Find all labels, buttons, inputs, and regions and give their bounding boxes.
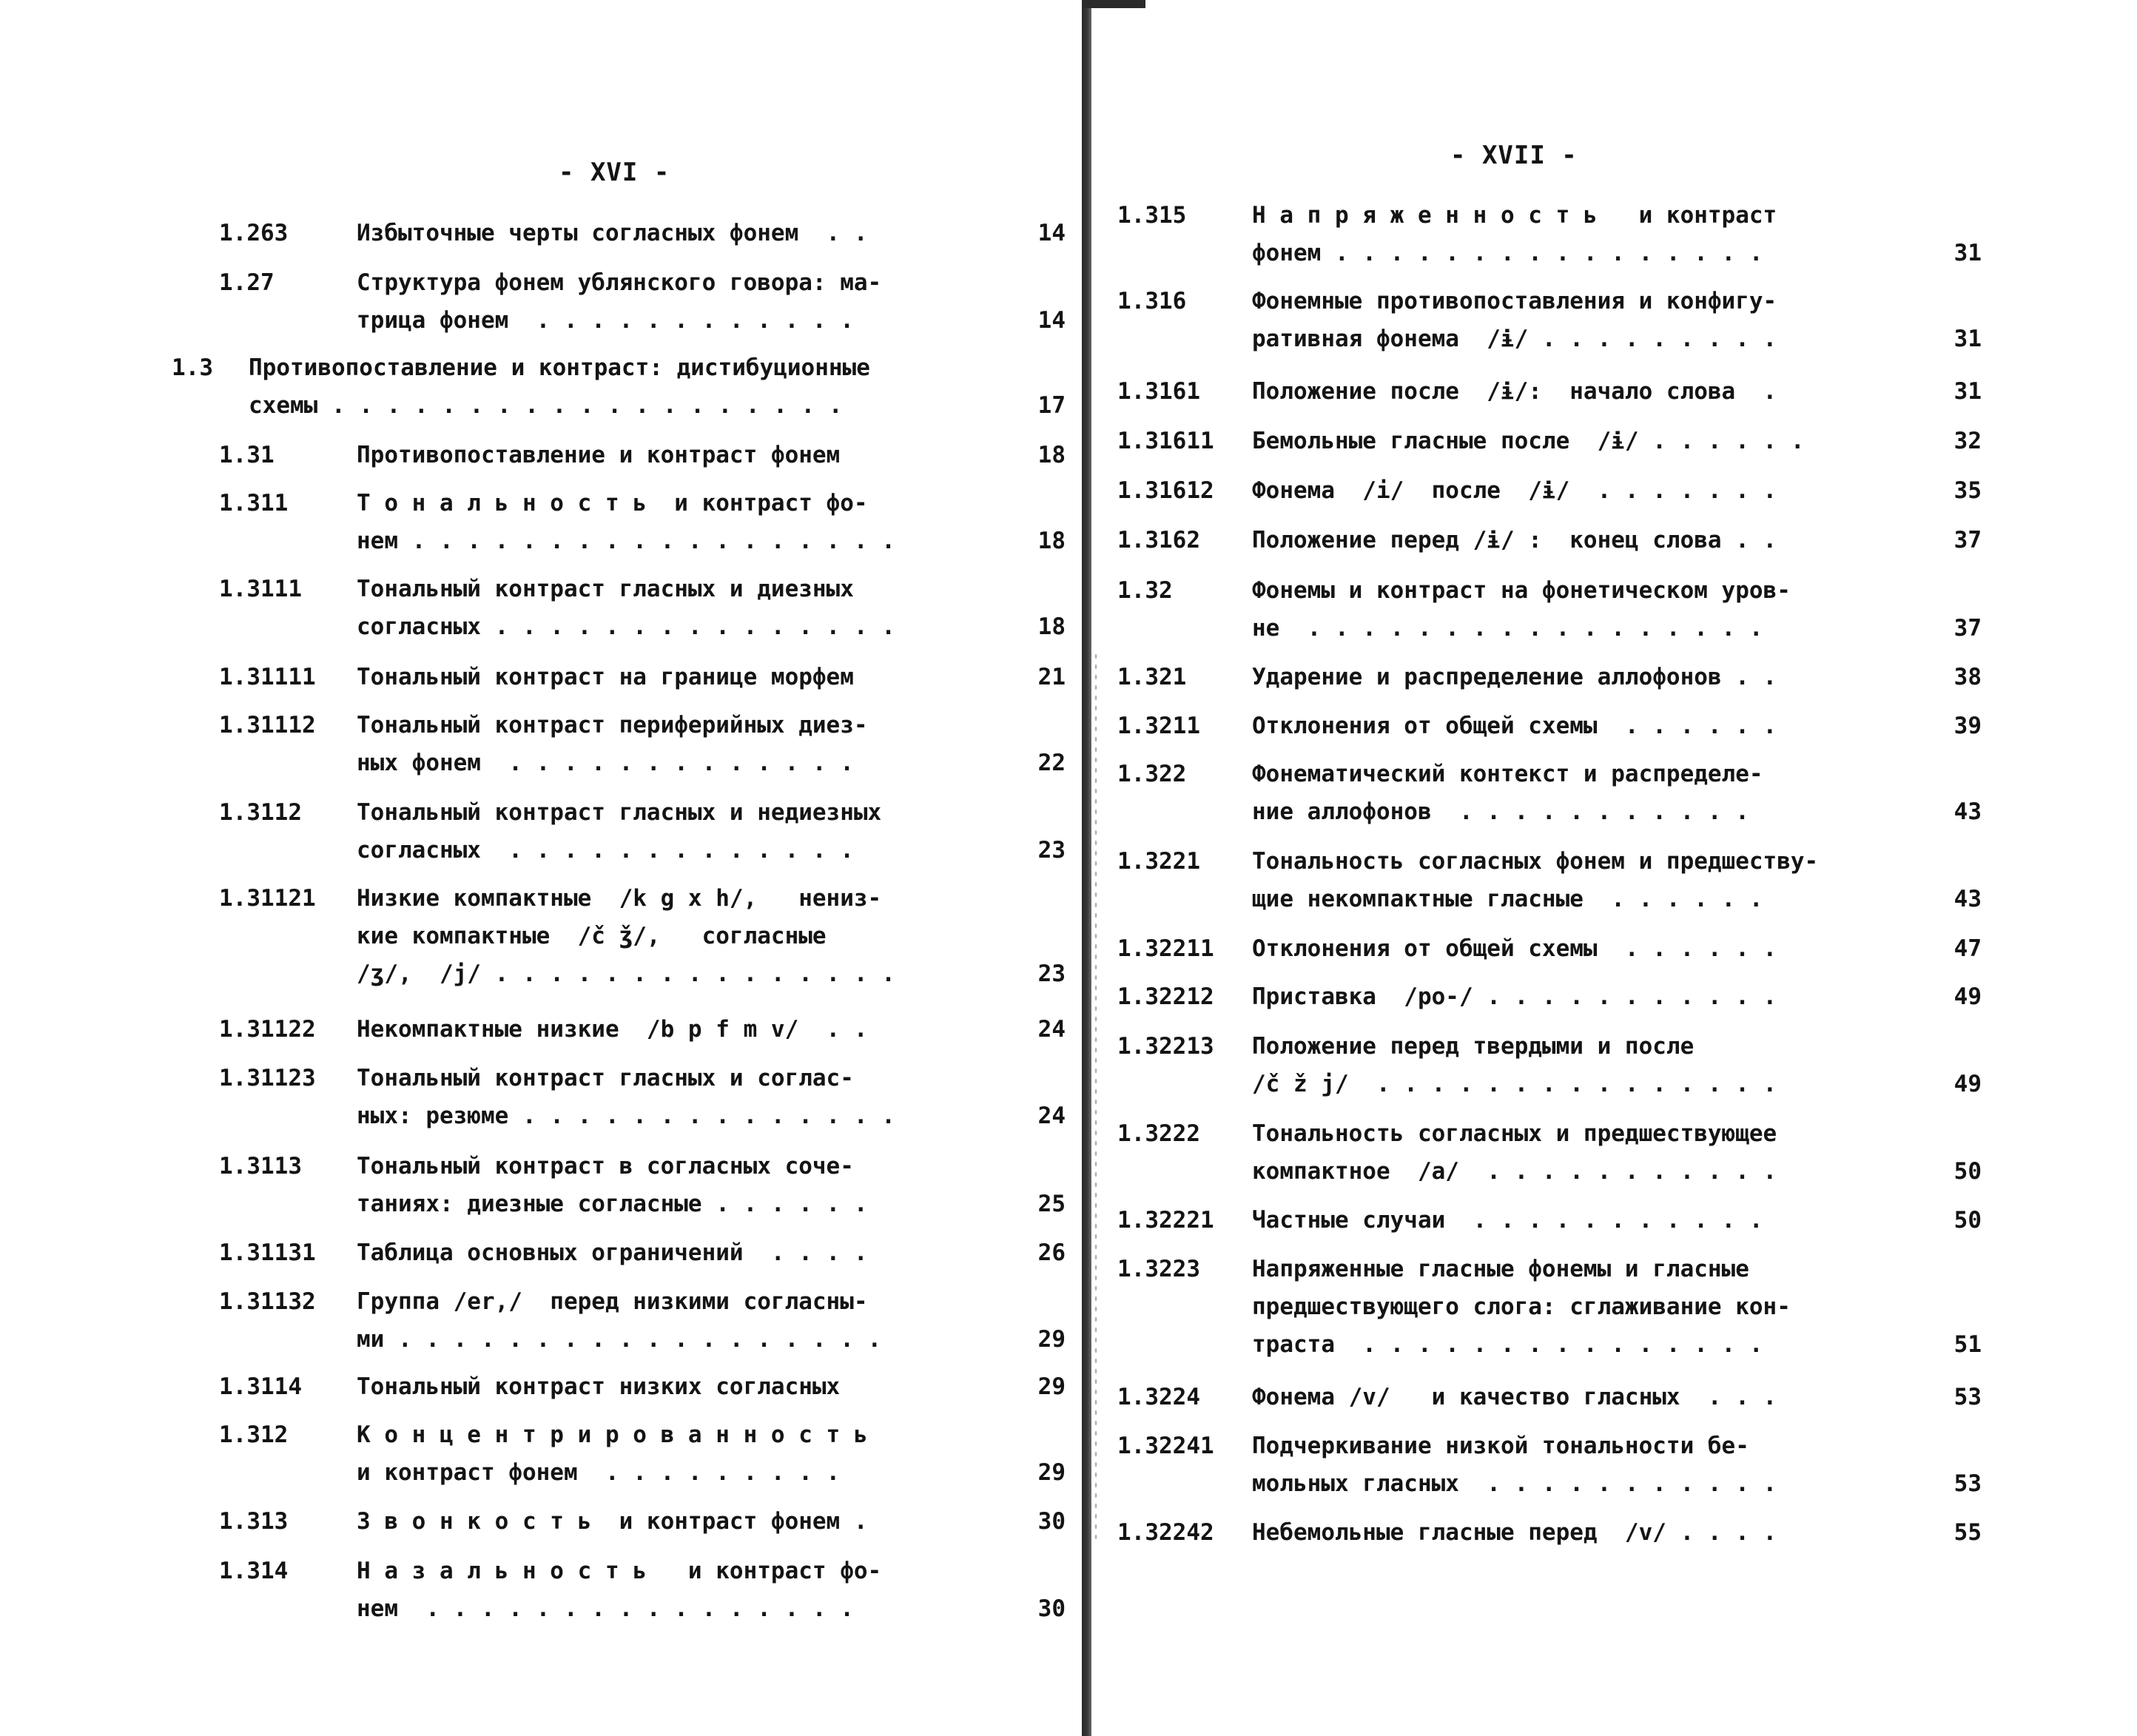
right-page-header: - XVII - (1450, 141, 1578, 170)
section-number: 1.3224 (1117, 1384, 1200, 1410)
page-number: 50 (1953, 1158, 1982, 1185)
section-title-line: схемы . . . . . . . . . . . . . . . . . . . (249, 392, 843, 419)
section-title-line: Фонемы и контраст на фонетическом уров- (1252, 577, 1791, 604)
section-title (249, 349, 870, 425)
section-title (1252, 930, 1777, 968)
section-title-line: трица фонем . . . . . . . . . . . . (357, 307, 854, 334)
section-title (1252, 756, 1763, 831)
section-title-line: Отклонения от общей схемы . . . . . . (1252, 935, 1777, 962)
section-title-line: Тональный контраст гласных и диезных (357, 576, 854, 602)
page-number: 38 (1953, 664, 1982, 690)
section-title-line: ми . . . . . . . . . . . . . . . . . . (357, 1326, 882, 1353)
section-title (357, 707, 868, 782)
section-number: 1.32241 (1117, 1433, 1214, 1459)
section-title-line: компактное /a/ . . . . . . . . . . . (1252, 1158, 1777, 1185)
section-title-line: щие некомпактные гласные . . . . . . (1252, 886, 1763, 912)
section-title-line: таниях: диезные согласные . . . . . . (357, 1191, 868, 1217)
section-number: 1.31111 (219, 664, 316, 690)
section-title (1252, 572, 1791, 647)
section-title-line: Некомпактные низкие /b p f m v/ . . (357, 1016, 868, 1043)
section-title (357, 571, 895, 646)
section-title-line: траста . . . . . . . . . . . . . . . (1252, 1331, 1763, 1358)
page-number: 18 (1037, 613, 1066, 640)
section-title-line: Небемольные гласные перед /v/ . . . . (1252, 1519, 1777, 1546)
section-title-line: Тональность согласных и предшествующее (1252, 1120, 1777, 1147)
section-title (1252, 423, 1805, 460)
section-title-line: и контраст фонем . . . . . . . . . (357, 1459, 841, 1486)
section-title (1252, 1379, 1777, 1416)
section-title-line: Противопоставление и контраст: дистибуционные (249, 354, 870, 381)
page-number: 30 (1037, 1508, 1066, 1535)
section-title-line: Тональность согласных фонем и предшеству- (1252, 848, 1819, 875)
section-title-line: Бемольные гласные после /ɨ/ . . . . . . (1252, 428, 1805, 454)
section-title-line: Т о н а л ь н о с т ь и контраст фо- (357, 490, 868, 517)
section-number: 1.31131 (219, 1239, 316, 1266)
section-title-line: Подчеркивание низкой тональности бе- (1252, 1433, 1749, 1459)
page-number: 32 (1953, 428, 1982, 454)
section-title (357, 485, 895, 560)
section-title (1252, 472, 1777, 510)
section-number: 1.3221 (1117, 848, 1200, 875)
page-number: 35 (1953, 477, 1982, 504)
section-number: 1.31611 (1117, 428, 1214, 454)
page-number: 14 (1037, 220, 1066, 246)
page-number: 17 (1037, 392, 1066, 419)
section-number: 1.32242 (1117, 1519, 1214, 1546)
section-title-line: Приставка /po-/ . . . . . . . . . . . (1252, 983, 1777, 1010)
section-number: 1.322 (1117, 761, 1187, 787)
section-title-line: Тональный контраст на границе морфем (357, 664, 854, 690)
page-number: 53 (1953, 1470, 1982, 1497)
section-title (1252, 283, 1777, 358)
section-title-line: не . . . . . . . . . . . . . . . . . (1252, 615, 1763, 642)
section-title (1252, 978, 1777, 1016)
section-title-line: кие компактные /č ǯ/, согласные (357, 923, 827, 949)
section-number: 1.263 (219, 220, 289, 246)
section-title-line: З в о н к о с т ь и контраст фонем . (357, 1508, 868, 1535)
left-page-header: - XVI - (559, 158, 670, 187)
section-title (357, 215, 868, 252)
section-title-line: /č ž j/ . . . . . . . . . . . . . . . (1252, 1071, 1777, 1097)
section-title (357, 1416, 868, 1492)
section-number: 1.3 (172, 354, 213, 381)
page-number: 31 (1953, 326, 1982, 352)
scan-noise (1094, 651, 1098, 1539)
section-title-line: /ʒ/, /j/ . . . . . . . . . . . . . . . (357, 960, 895, 987)
section-title (1252, 1115, 1777, 1191)
section-title (357, 264, 881, 340)
page-number: 24 (1037, 1016, 1066, 1043)
section-title-line: Тональный контраст периферийных диез- (357, 712, 868, 739)
gutter-mark (1082, 0, 1145, 8)
section-title (357, 794, 881, 869)
section-number: 1.315 (1117, 202, 1187, 229)
section-number: 1.321 (1117, 664, 1187, 690)
page-number: 31 (1953, 240, 1982, 266)
page-number: 39 (1953, 713, 1982, 739)
section-title-line: ных: резюме . . . . . . . . . . . . . . (357, 1103, 895, 1129)
section-title-line: Н а п р я ж е н н о с т ь и контраст (1252, 202, 1777, 229)
section-title-line: Частные случаи . . . . . . . . . . . (1252, 1207, 1763, 1234)
section-title (357, 1060, 895, 1135)
section-number: 1.3222 (1117, 1120, 1200, 1147)
section-title-line: Тональный контраст гласных и недиезных (357, 799, 882, 826)
page-number: 29 (1037, 1459, 1066, 1486)
section-title-line: К о н ц е н т р и р о в а н н о с т ь (357, 1422, 868, 1448)
section-number: 1.3111 (219, 576, 302, 602)
book-gutter (1082, 0, 1091, 1736)
section-number: 1.31132 (219, 1288, 316, 1315)
section-number: 1.313 (219, 1508, 289, 1535)
section-title (1252, 659, 1777, 696)
section-title-line: нем . . . . . . . . . . . . . . . . (357, 1595, 854, 1622)
section-number: 1.31121 (219, 885, 316, 912)
section-title (1252, 1251, 1791, 1364)
section-title-line: Тональный контраст гласных и соглас- (357, 1065, 854, 1091)
section-title (357, 1011, 868, 1049)
section-number: 1.31612 (1117, 477, 1214, 504)
section-title-line: Положение после /ɨ/: начало слова . (1252, 378, 1777, 405)
section-title (357, 659, 854, 696)
page-number: 49 (1953, 1071, 1982, 1097)
section-title-line: Избыточные черты согласных фонем . . (357, 220, 868, 246)
page-number: 18 (1037, 528, 1066, 554)
section-title-line: Группа /er,/ перед низкими согласны- (357, 1288, 868, 1315)
section-title (1252, 707, 1777, 745)
section-title-line: Н а з а л ь н о с т ь и контраст фо- (357, 1558, 882, 1584)
section-number: 1.314 (219, 1558, 289, 1584)
section-title-line: Низкие компактные /k g x h/, нениз- (357, 885, 882, 912)
page-number: 47 (1953, 935, 1982, 962)
page-number: 26 (1037, 1239, 1066, 1266)
section-number: 1.27 (219, 269, 275, 296)
section-number: 1.311 (219, 490, 289, 517)
page-number: 29 (1037, 1373, 1066, 1400)
section-title-line: Напряженные гласные фонемы и гласные (1252, 1256, 1749, 1282)
section-title (1252, 1202, 1763, 1239)
section-title (1252, 373, 1777, 411)
page-number: 23 (1037, 837, 1066, 864)
section-title-line: Фонематический контекст и распределе- (1252, 761, 1763, 787)
section-title-line: согласных . . . . . . . . . . . . . . . (357, 613, 895, 640)
section-number: 1.31122 (219, 1016, 316, 1043)
page-number: 23 (1037, 960, 1066, 987)
section-number: 1.32213 (1117, 1033, 1214, 1060)
section-title-line: согласных . . . . . . . . . . . . . (357, 837, 854, 864)
section-title (1252, 843, 1818, 918)
section-number: 1.3211 (1117, 713, 1200, 739)
page-number: 51 (1953, 1331, 1982, 1358)
section-title (357, 1368, 840, 1406)
section-number: 1.3161 (1117, 378, 1200, 405)
section-title-line: нем . . . . . . . . . . . . . . . . . . (357, 528, 895, 554)
section-title (1252, 522, 1777, 559)
section-title-line: Фонема /i/ после /ɨ/ . . . . . . . (1252, 477, 1777, 504)
page-number: 22 (1037, 750, 1066, 776)
section-title-line: Тональный контраст в согласных соче- (357, 1153, 854, 1180)
section-title-line: Фонема /v/ и качество гласных . . . (1252, 1384, 1777, 1410)
section-title (357, 1503, 868, 1541)
page-number: 53 (1953, 1384, 1982, 1410)
section-number: 1.3162 (1117, 527, 1200, 554)
page-number: 30 (1037, 1595, 1066, 1622)
page-number: 21 (1037, 664, 1066, 690)
section-title (1252, 1514, 1777, 1552)
section-title (1252, 1427, 1777, 1503)
section-number: 1.31123 (219, 1065, 316, 1091)
section-number: 1.3114 (219, 1373, 302, 1400)
section-number: 1.32221 (1117, 1207, 1214, 1234)
section-number: 1.3112 (219, 799, 302, 826)
section-title-line: ние аллофонов . . . . . . . . . . . (1252, 798, 1749, 825)
section-title (1252, 197, 1777, 272)
section-number: 1.312 (219, 1422, 289, 1448)
section-number: 1.3223 (1117, 1256, 1200, 1282)
section-number: 1.31112 (219, 712, 316, 739)
section-title-line: Таблица основных ограничений . . . . (357, 1239, 868, 1266)
section-number: 1.32 (1117, 577, 1173, 604)
page-number: 37 (1953, 527, 1982, 554)
section-number: 1.31 (219, 442, 275, 468)
section-title-line: Структура фонем ублянского говора: ма- (357, 269, 882, 296)
page-number: 24 (1037, 1103, 1066, 1129)
page-number: 55 (1953, 1519, 1982, 1546)
section-title (357, 1552, 881, 1628)
section-title-line: Тональный контраст низких согласных (357, 1373, 841, 1400)
page-number: 37 (1953, 615, 1982, 642)
page-number: 31 (1953, 378, 1982, 405)
page-number: 29 (1037, 1326, 1066, 1353)
section-title (357, 1234, 868, 1272)
section-number: 1.32211 (1117, 935, 1214, 962)
section-title-line: Ударение и распределение аллофонов . . (1252, 664, 1777, 690)
section-title-line: ративная фонема /ɨ/ . . . . . . . . . (1252, 326, 1777, 352)
section-title-line: Фонемные противопоставления и конфигу- (1252, 288, 1777, 314)
section-title-line: фонем . . . . . . . . . . . . . . . . (1252, 240, 1763, 266)
section-number: 1.32212 (1117, 983, 1214, 1010)
section-title (357, 1283, 881, 1359)
section-title (357, 437, 840, 474)
section-title-line: Положение перед твердыми и после (1252, 1033, 1695, 1060)
section-number: 1.3113 (219, 1153, 302, 1180)
section-title-line: Отклонения от общей схемы . . . . . . (1252, 713, 1777, 739)
page-number: 14 (1037, 307, 1066, 334)
page-number: 50 (1953, 1207, 1982, 1234)
section-title-line: Противопоставление и контраст фонем (357, 442, 841, 468)
section-title-line: ных фонем . . . . . . . . . . . . . (357, 750, 854, 776)
section-title (357, 880, 895, 993)
page-number: 49 (1953, 983, 1982, 1010)
page-number: 43 (1953, 886, 1982, 912)
section-title-line: мольных гласных . . . . . . . . . . . (1252, 1470, 1777, 1497)
section-title-line: Положение перед /ɨ/ : конец слова . . (1252, 527, 1777, 554)
section-number: 1.316 (1117, 288, 1187, 314)
section-title (357, 1148, 868, 1223)
section-title-line: предшествующего слога: сглаживание кон- (1252, 1293, 1791, 1320)
section-title (1252, 1028, 1777, 1103)
page-number: 25 (1037, 1191, 1066, 1217)
page-number: 43 (1953, 798, 1982, 825)
page-number: 18 (1037, 442, 1066, 468)
